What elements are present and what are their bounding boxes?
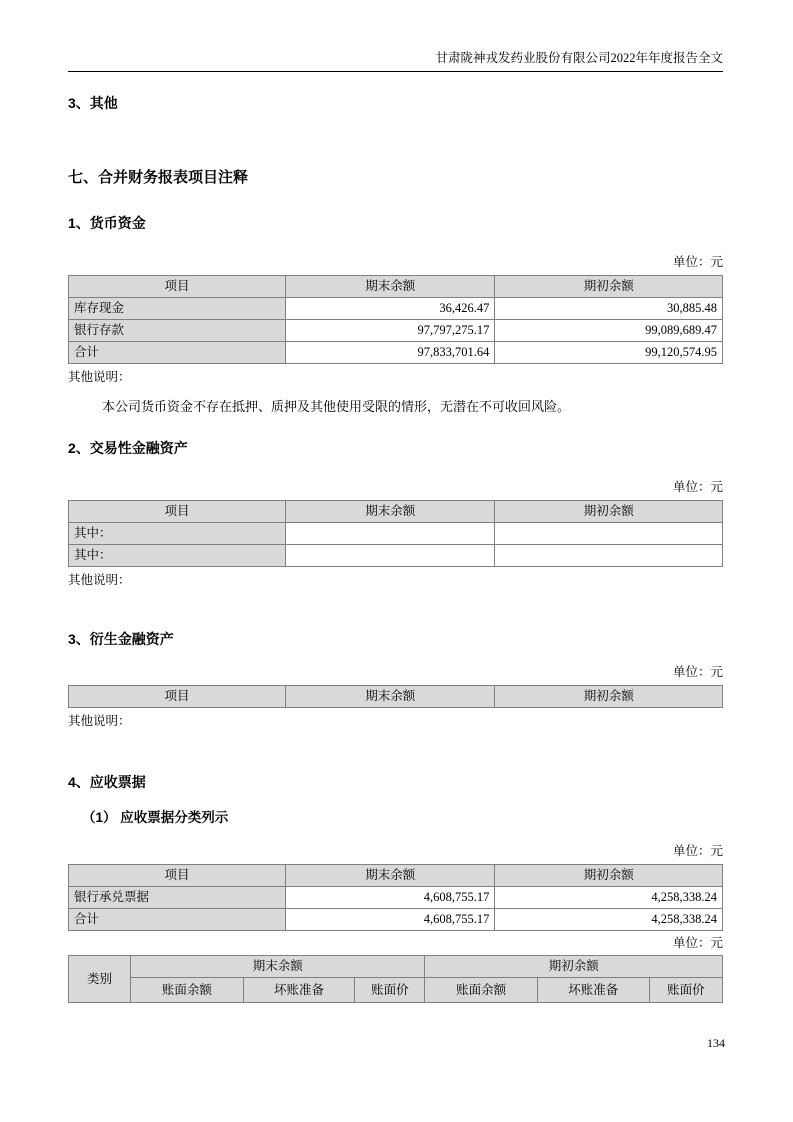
table-header-row [69, 686, 723, 708]
sub-header-carrying-amount: 账面价 [355, 978, 425, 1003]
row-label: 其中： [69, 545, 286, 567]
table-row-total [69, 342, 723, 364]
unit-label: 单位：元 [672, 844, 723, 858]
opening-value: 4,258,338.24 [495, 887, 723, 909]
group-header-closing: 期末余额 [131, 956, 425, 978]
col-header-category: 类别 [69, 956, 131, 1003]
col-header-closing: 期末余额 [286, 865, 495, 887]
table-row [69, 298, 723, 320]
col-header-closing: 期末余额 [286, 276, 495, 298]
col-header-opening: 期初余额 [495, 276, 723, 298]
other-note-label: 其他说明： [68, 573, 131, 587]
heading-monetary-funds: 1、货币资金 [68, 215, 146, 231]
closing-value [286, 545, 495, 567]
page-number: 134 [707, 1036, 725, 1050]
notes-receivable-classification-table [68, 955, 723, 1003]
trading-financial-assets-table [68, 500, 723, 567]
col-header-closing: 期末余额 [286, 501, 495, 523]
closing-value: 36,426.47 [286, 298, 495, 320]
sub-header-book-balance: 账面余额 [425, 978, 537, 1003]
table-header-row [69, 501, 723, 523]
opening-value: 4,258,338.24 [495, 909, 723, 931]
heading-consolidated-notes: 七、合并财务报表项目注释 [68, 169, 249, 186]
col-header-item: 项目 [69, 501, 286, 523]
col-header-closing: 期末余额 [286, 686, 495, 708]
notes-receivable-table [68, 864, 723, 931]
table-sub-header-row [69, 978, 723, 1003]
table-row [69, 320, 723, 342]
closing-value: 97,833,701.64 [286, 342, 495, 364]
unit-label: 单位：元 [672, 480, 723, 494]
closing-value: 4,608,755.17 [286, 909, 495, 931]
sub-header-book-balance: 账面余额 [131, 978, 243, 1003]
opening-value [495, 523, 723, 545]
col-header-opening: 期初余额 [495, 686, 723, 708]
table-row-total [69, 909, 723, 931]
closing-value [286, 523, 495, 545]
unit-label: 单位：元 [672, 936, 723, 950]
report-header-title: 甘肃陇神戎发药业股份有限公司2022年年度报告全文 [435, 51, 723, 65]
heading-derivative-financial-assets: 3、衍生金融资产 [68, 631, 174, 647]
row-label: 合计 [69, 342, 286, 364]
col-header-item: 项目 [69, 865, 286, 887]
row-label: 银行承兑票据 [69, 887, 286, 909]
unit-label: 单位：元 [672, 665, 723, 679]
col-header-item: 项目 [69, 276, 286, 298]
derivative-financial-assets-table [68, 685, 723, 708]
closing-value: 97,797,275.17 [286, 320, 495, 342]
sub-header-bad-debt-provision: 坏账准备 [243, 978, 355, 1003]
opening-value: 30,885.48 [495, 298, 723, 320]
sub-header-carrying-amount: 账面价 [649, 978, 722, 1003]
monetary-funds-table [68, 275, 723, 364]
other-note-label: 其他说明： [68, 370, 131, 384]
table-row [69, 887, 723, 909]
table-header-row [69, 865, 723, 887]
col-header-opening: 期初余额 [495, 865, 723, 887]
table-group-header-row [69, 956, 723, 978]
row-label: 其中： [69, 523, 286, 545]
table-row [69, 545, 723, 567]
row-label: 银行存款 [69, 320, 286, 342]
monetary-funds-note-paragraph: 本公司货币资金不存在抵押、质押及其他使用受限的情形，无潜在不可收回风险。 [102, 399, 571, 414]
header-divider [68, 71, 723, 72]
sub-header-bad-debt-provision: 坏账准备 [537, 978, 649, 1003]
opening-value: 99,089,689.47 [495, 320, 723, 342]
col-header-item: 项目 [69, 686, 286, 708]
col-header-opening: 期初余额 [495, 501, 723, 523]
row-label: 合计 [69, 909, 286, 931]
table-header-row [69, 276, 723, 298]
row-label: 库存现金 [69, 298, 286, 320]
other-note-label: 其他说明： [68, 714, 131, 728]
table-row [69, 523, 723, 545]
opening-value: 99,120,574.95 [495, 342, 723, 364]
heading-trading-financial-assets: 2、交易性金融资产 [68, 440, 188, 456]
closing-value: 4,608,755.17 [286, 887, 495, 909]
group-header-opening: 期初余额 [425, 956, 723, 978]
opening-value [495, 545, 723, 567]
heading-notes-receivable-classification: （1） 应收票据分类列示 [82, 810, 229, 825]
heading-notes-receivable: 4、应收票据 [68, 774, 146, 790]
heading-other: 3、其他 [68, 95, 118, 111]
unit-label: 单位：元 [672, 255, 723, 269]
